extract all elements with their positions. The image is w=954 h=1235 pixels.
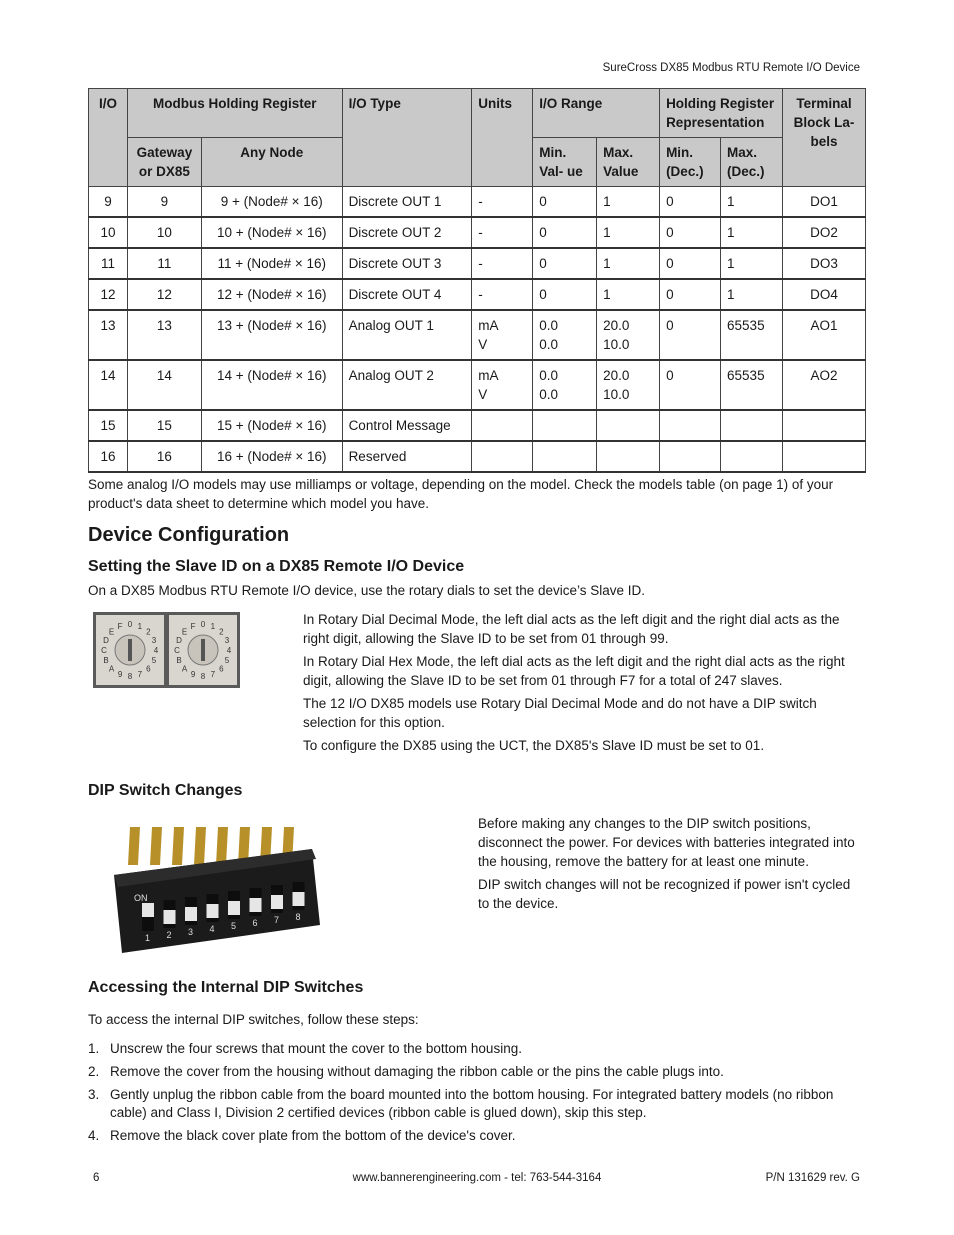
cell-label: DO4 (783, 279, 866, 310)
cell-io-type: Discrete OUT 3 (342, 248, 472, 279)
table-row (89, 410, 866, 441)
header-min-dec: Min. (Dec.) (660, 138, 721, 187)
dial-digit: 5 (224, 655, 230, 665)
cell-units (472, 410, 533, 441)
dial-digit: 0 (127, 620, 133, 629)
cell-any-node: 10 + (Node# × 16) (201, 217, 342, 248)
cell-max (597, 410, 660, 441)
dip-switch-toggle (271, 895, 283, 909)
cell-any-node: 14 + (Node# × 16) (201, 360, 342, 410)
dial-digit: 9 (190, 670, 196, 679)
cell-max-dec: 1 (721, 279, 783, 310)
dip-power-cycle-note: DIP switch changes will not be recognized if power isn't cycled to the device. (478, 877, 851, 911)
header-io: I/O (89, 89, 128, 187)
dial-digit: 6 (146, 664, 151, 674)
cell-units: - (472, 279, 533, 310)
cell-max (597, 360, 660, 410)
cell-units (472, 310, 533, 360)
dip-switch-toggle (142, 903, 154, 917)
units-v: V (478, 337, 488, 352)
cell-min (533, 441, 597, 472)
cell-io: 10 (89, 217, 128, 248)
dial-digit: C (174, 646, 180, 655)
step-number: 2. (88, 1064, 100, 1079)
table-row (89, 360, 866, 410)
dial-digit: 2 (219, 627, 224, 637)
min-ma: 0.0 (539, 318, 559, 333)
dial-digit: 6 (219, 664, 224, 674)
dial-digit: 3 (151, 636, 157, 646)
dial-digit: F (117, 622, 123, 631)
cell-max: 1 (597, 279, 660, 310)
cell-max (597, 441, 660, 472)
dial-digit: A (108, 664, 115, 674)
cell-label: DO2 (783, 217, 866, 248)
cell-min (533, 410, 597, 441)
dial-digit: 7 (137, 670, 143, 679)
dip-switch-toggle (207, 904, 219, 918)
header-io-type: I/O Type (342, 89, 472, 187)
max-ma: 20.0 (603, 318, 630, 333)
cell-min-dec: 0 (660, 310, 721, 360)
dial-digit: 3 (224, 636, 230, 646)
cell-min-dec: 0 (660, 279, 721, 310)
header-gateway: Gateway or DX85 (127, 138, 201, 187)
cell-min: 0 (533, 187, 597, 218)
dip-switch-toggle (185, 907, 197, 921)
dial-digit: D (176, 636, 182, 646)
step-number: 3. (88, 1087, 100, 1102)
cell-gateway: 14 (127, 360, 201, 410)
cell-min (533, 310, 597, 360)
cell-label (783, 410, 866, 441)
dip-switch-number: 2 (166, 930, 172, 940)
cell-max: 1 (597, 217, 660, 248)
running-header: SureCross DX85 Modbus RTU Remote I/O Device (602, 62, 860, 74)
header-units: Units (472, 89, 533, 187)
list-item (88, 1127, 863, 1145)
cell-any-node: 9 + (Node# × 16) (201, 187, 342, 218)
part-number: P/N 131629 rev. G (765, 1172, 860, 1184)
cell-units: - (472, 248, 533, 279)
table-row (89, 217, 866, 248)
dip-switch-toggle (228, 901, 240, 915)
cell-min-dec: 0 (660, 360, 721, 410)
page-number: 6 (93, 1172, 100, 1184)
dip-switch-number: 3 (188, 927, 194, 937)
cell-max-dec: 65535 (721, 360, 783, 410)
cell-io: 13 (89, 310, 128, 360)
list-item (88, 1063, 863, 1081)
header-terminal-block-labels: Terminal Block La- bels (783, 89, 866, 187)
slave-id-decimal-mode: In Rotary Dial Decimal Mode, the left dial acts as the left digit and the right dial acts as the right digit, allowing the Slave ID to be set from 01 through 99. (303, 612, 840, 646)
step-number: 4. (88, 1128, 100, 1143)
dip-disconnect-power: Before making any changes to the DIP switch positions, disconnect the power. For devices with batteries integrated into the housing, remove the battery for at least one minute. (478, 816, 855, 869)
cell-io: 12 (89, 279, 128, 310)
internal-dip-intro: To access the internal DIP switches, follow these steps: (88, 1012, 419, 1027)
cell-io-type: Analog OUT 1 (342, 310, 472, 360)
dial-digit: 9 (117, 670, 123, 679)
table-row (89, 279, 866, 310)
dial-slot (128, 639, 132, 661)
table-row (89, 187, 866, 218)
cell-any-node: 16 + (Node# × 16) (201, 441, 342, 472)
min-ma: 0.0 (539, 368, 559, 383)
dial-digit: 1 (137, 622, 143, 631)
cell-max-dec: 1 (721, 248, 783, 279)
cell-io-type: Discrete OUT 4 (342, 279, 472, 310)
table-row (89, 310, 866, 360)
steps-list (88, 1040, 863, 1150)
units-ma: mA (478, 368, 499, 383)
cell-min: 0 (533, 217, 597, 248)
cell-max: 1 (597, 248, 660, 279)
cell-min-dec: 0 (660, 187, 721, 218)
list-item (88, 1086, 863, 1122)
cell-label: DO1 (783, 187, 866, 218)
slave-id-12io-note: The 12 I/O DX85 models use Rotary Dial Decimal Mode and do not have a DIP switch selection for this option. (303, 696, 817, 730)
cell-label: DO3 (783, 248, 866, 279)
heading-accessing-internal-dip: Accessing the Internal DIP Switches (88, 979, 364, 996)
cell-io-type: Discrete OUT 2 (342, 217, 472, 248)
header-io-range: I/O Range (533, 89, 660, 138)
cell-max-dec: 1 (721, 187, 783, 218)
cell-io: 9 (89, 187, 128, 218)
dial-digit: D (103, 636, 109, 646)
cell-any-node: 13 + (Node# × 16) (201, 310, 342, 360)
cell-io-type: Reserved (342, 441, 472, 472)
cell-units (472, 360, 533, 410)
dip-switch-toggle (250, 898, 262, 912)
cell-gateway: 16 (127, 441, 201, 472)
cell-min: 0 (533, 279, 597, 310)
cell-gateway: 13 (127, 310, 201, 360)
header-min-value: Min. Val- ue (533, 138, 597, 187)
cell-io: 15 (89, 410, 128, 441)
dip-switch-number: 1 (145, 933, 151, 943)
header-modbus: Modbus Holding Register (127, 89, 342, 138)
dial-digit: 1 (210, 622, 216, 631)
step-number: 1. (88, 1041, 100, 1056)
units-v: V (478, 387, 488, 402)
dial-slot (201, 639, 205, 661)
section-title-device-configuration: Device Configuration (88, 524, 290, 546)
cell-units: - (472, 187, 533, 218)
dip-switch-image (92, 815, 322, 955)
cell-label (783, 441, 866, 472)
rotary-dials-image (93, 612, 240, 688)
cell-units: - (472, 217, 533, 248)
dip-switch-number: 7 (274, 915, 280, 925)
min-v: 0.0 (539, 387, 559, 402)
cell-io-type: Discrete OUT 1 (342, 187, 472, 218)
dip-switch-number: 4 (209, 924, 215, 934)
dial-digit: 0 (200, 620, 206, 629)
cell-max (597, 310, 660, 360)
table-row (89, 248, 866, 279)
max-ma: 20.0 (603, 368, 630, 383)
dip-switch-number: 6 (252, 918, 258, 928)
step-text: Remove the black cover plate from the bottom of the device's cover. (110, 1128, 516, 1143)
dial-digit: E (181, 627, 188, 637)
dial-digit: 5 (151, 655, 157, 665)
slave-id-uct-note: To configure the DX85 using the UCT, the DX85's Slave ID must be set to 01. (303, 738, 765, 753)
dial-digit: 8 (200, 672, 206, 681)
dial-digit: 4 (153, 646, 159, 655)
header-holding-register-representation: Holding Register Representation (660, 89, 783, 138)
dial-digit: A (181, 664, 188, 674)
slave-id-hex-mode: In Rotary Dial Hex Mode, the left dial acts as the left digit and the right dial acts as the right digit, allowing the Slave ID to be set from 01 through F7 for a total of 247 slaves. (303, 654, 845, 688)
cell-gateway: 11 (127, 248, 201, 279)
cell-label: AO2 (783, 360, 866, 410)
cell-io: 16 (89, 441, 128, 472)
cell-any-node: 12 + (Node# × 16) (201, 279, 342, 310)
dip-switch-number: 8 (295, 912, 301, 922)
dial-digit: F (190, 622, 196, 631)
cell-max-dec: 1 (721, 217, 783, 248)
cell-label: AO1 (783, 310, 866, 360)
cell-min (533, 360, 597, 410)
step-text: Gently unplug the ribbon cable from the board mounted into the bottom housing. For integrated battery models (no ribbon cable) and Class I, Division 2 certified devices (ribbon cable is glued down), skip this step. (110, 1087, 834, 1120)
dip-switch-toggle (164, 910, 176, 924)
cell-min-dec (660, 441, 721, 472)
header-any-node: Any Node (201, 138, 342, 187)
max-v: 10.0 (603, 337, 630, 352)
cell-max: 1 (597, 187, 660, 218)
dial-digit: 2 (146, 627, 151, 637)
footer-contact: www.bannerengineering.com - tel: 763-544-3164 (352, 1172, 602, 1184)
heading-dip-switch-changes: DIP Switch Changes (88, 782, 243, 799)
cell-max-dec (721, 410, 783, 441)
cell-io-type: Analog OUT 2 (342, 360, 472, 410)
cell-io-type: Control Message (342, 410, 472, 441)
dial-digit: 8 (127, 672, 133, 681)
max-v: 10.0 (603, 387, 630, 402)
header-max-value: Max. Value (597, 138, 660, 187)
cell-gateway: 9 (127, 187, 201, 218)
cell-max-dec (721, 441, 783, 472)
cell-gateway: 15 (127, 410, 201, 441)
cell-io: 11 (89, 248, 128, 279)
header-max-dec: Max. (Dec.) (721, 138, 783, 187)
dial-digit: B (103, 655, 109, 665)
analog-models-note: Some analog I/O models may use milliamps or voltage, depending on the model. Check the models table (on page 1) of your product's data sheet to determine which model you have. (88, 477, 834, 511)
dial-digit: 4 (226, 646, 232, 655)
cell-min-dec (660, 410, 721, 441)
list-item (88, 1040, 863, 1058)
dip-switch-toggle (293, 892, 305, 906)
cell-min-dec: 0 (660, 248, 721, 279)
units-ma: mA (478, 318, 499, 333)
cell-gateway: 10 (127, 217, 201, 248)
slave-id-intro: On a DX85 Modbus RTU Remote I/O device, use the rotary dials to set the device’s Slave ID. (88, 583, 646, 598)
dial-digit: C (101, 646, 107, 655)
cell-max-dec: 65535 (721, 310, 783, 360)
cell-any-node: 11 + (Node# × 16) (201, 248, 342, 279)
heading-setting-slave-id: Setting the Slave ID on a DX85 Remote I/O Device (88, 558, 465, 575)
cell-gateway: 12 (127, 279, 201, 310)
io-register-table (88, 88, 866, 473)
cell-any-node: 15 + (Node# × 16) (201, 410, 342, 441)
min-v: 0.0 (539, 337, 559, 352)
dip-switch-number: 5 (231, 921, 237, 931)
table-row (89, 441, 866, 472)
cell-units (472, 441, 533, 472)
dial-digit: B (176, 655, 182, 665)
step-text: Remove the cover from the housing without damaging the ribbon cable or the pins the cable plugs into. (110, 1064, 724, 1079)
dip-on-label: ON (134, 893, 148, 903)
dial-digit: E (108, 627, 115, 637)
step-text: Unscrew the four screws that mount the cover to the bottom housing. (110, 1041, 522, 1056)
dial-digit: 7 (210, 670, 216, 679)
cell-min-dec: 0 (660, 217, 721, 248)
cell-io: 14 (89, 360, 128, 410)
cell-min: 0 (533, 248, 597, 279)
